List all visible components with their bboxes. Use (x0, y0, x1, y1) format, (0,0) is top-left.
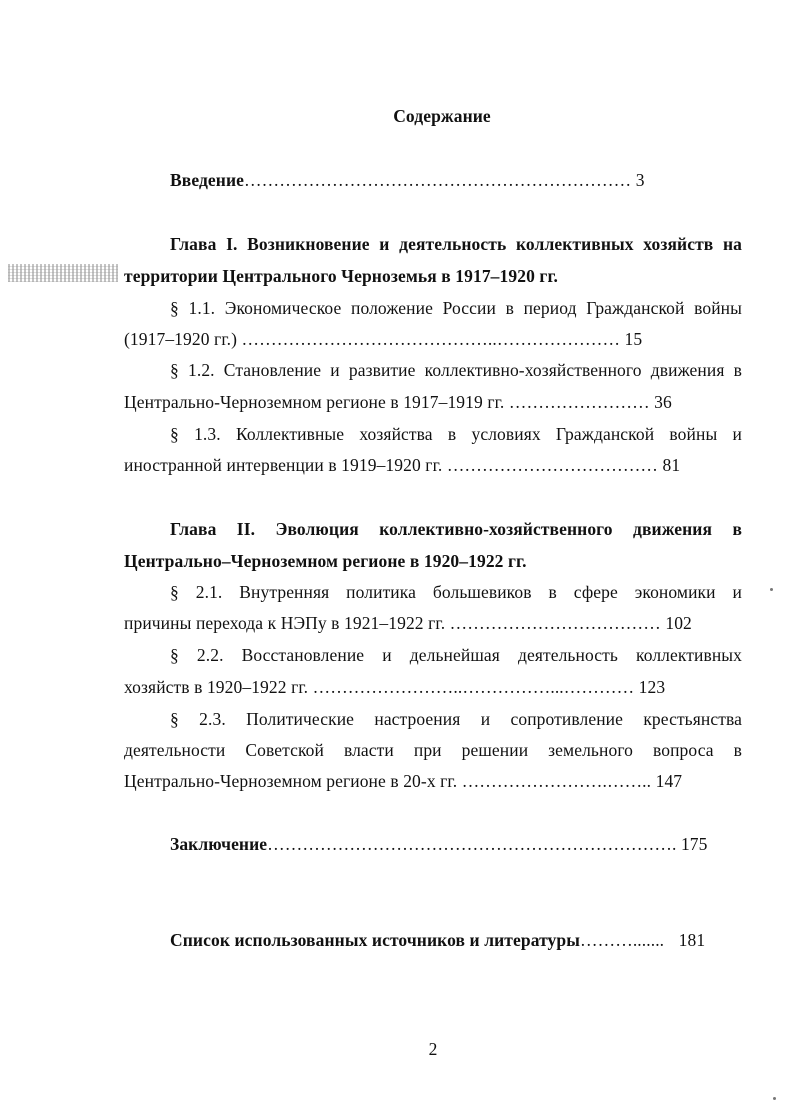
toc-entry-1-2-cont: Центрально-Черноземном регионе в 1917–1919 гг. …………………… 36 (124, 392, 672, 412)
toc-entry-intro (170, 168, 645, 192)
toc-entry-conclusion (170, 832, 708, 856)
toc-entry-2-3-cont: деятельности Советской власти при решении земельного вопроса в (124, 740, 742, 760)
toc-entry-label: Список использованных источников и литературы (170, 930, 581, 950)
toc-entry-dots: ………………………………………………………… (244, 170, 632, 190)
chapter-1-heading: Глава I. Возникновение и деятельность коллективных хозяйств на (170, 234, 742, 254)
toc-entry-sources (170, 928, 705, 952)
toc-entry-dots: ………....... (580, 930, 665, 950)
toc-entry-2-2-cont: хозяйств в 1920–1922 гг. ……………………..……………...………… 123 (124, 677, 666, 697)
toc-entry-1-1-cont: (1917–1920 гг.) ……………………………………..………………… 15 (124, 329, 643, 349)
toc-entry-1-3: § 1.3. Коллективные хозяйства в условиях Гражданской войны и (170, 424, 742, 444)
scan-speck (773, 1097, 776, 1100)
toc-entry-page: 181 (678, 930, 706, 950)
toc-entry-dots: ……………………………………………………………. (267, 834, 677, 854)
toc-entry-page: 3 (635, 170, 645, 190)
toc-entry-2-1-cont: причины перехода к НЭПу в 1921–1922 гг. ……………………………… 102 (124, 613, 692, 633)
toc-entry-1-1: § 1.1. Экономическое положение России в период Гражданской войны (170, 298, 742, 318)
toc-entry-2-2: § 2.2. Восстановление и дельнейшая деятельность коллективных (170, 645, 742, 665)
toc-entry-label: Введение (170, 170, 245, 190)
toc-entry-1-3-cont: иностранной интервенции в 1919–1920 гг. ……………………………… 81 (124, 455, 681, 475)
chapter-1-heading-cont: территории Центрального Черноземья в 1917–1920 гг. (124, 266, 558, 286)
toc-entry-label: Заключение (170, 834, 268, 854)
page-number: 2 (428, 1039, 438, 1059)
toc-entry-1-2: § 1.2. Становление и развитие коллективно-хозяйственного движения в (170, 360, 742, 380)
chapter-2-heading: Глава II. Эволюция коллективно-хозяйственного движения в (170, 519, 742, 539)
scan-artifact (8, 264, 118, 282)
toc-entry-2-3-cont2: Центрально-Черноземном регионе в 20-х гг. …………………….…….. 147 (124, 771, 683, 791)
scan-speck (770, 588, 773, 591)
toc-entry-2-3: § 2.3. Политические настроения и сопротивление крестьянства (170, 709, 742, 729)
toc-title: Содержание (393, 106, 491, 126)
toc-entry-2-1: § 2.1. Внутренняя политика большевиков в сфере экономики и (170, 582, 742, 602)
toc-entry-page: 175 (680, 834, 708, 854)
chapter-2-heading-cont: Центрально–Черноземном регионе в 1920–1922 гг. (124, 551, 527, 571)
